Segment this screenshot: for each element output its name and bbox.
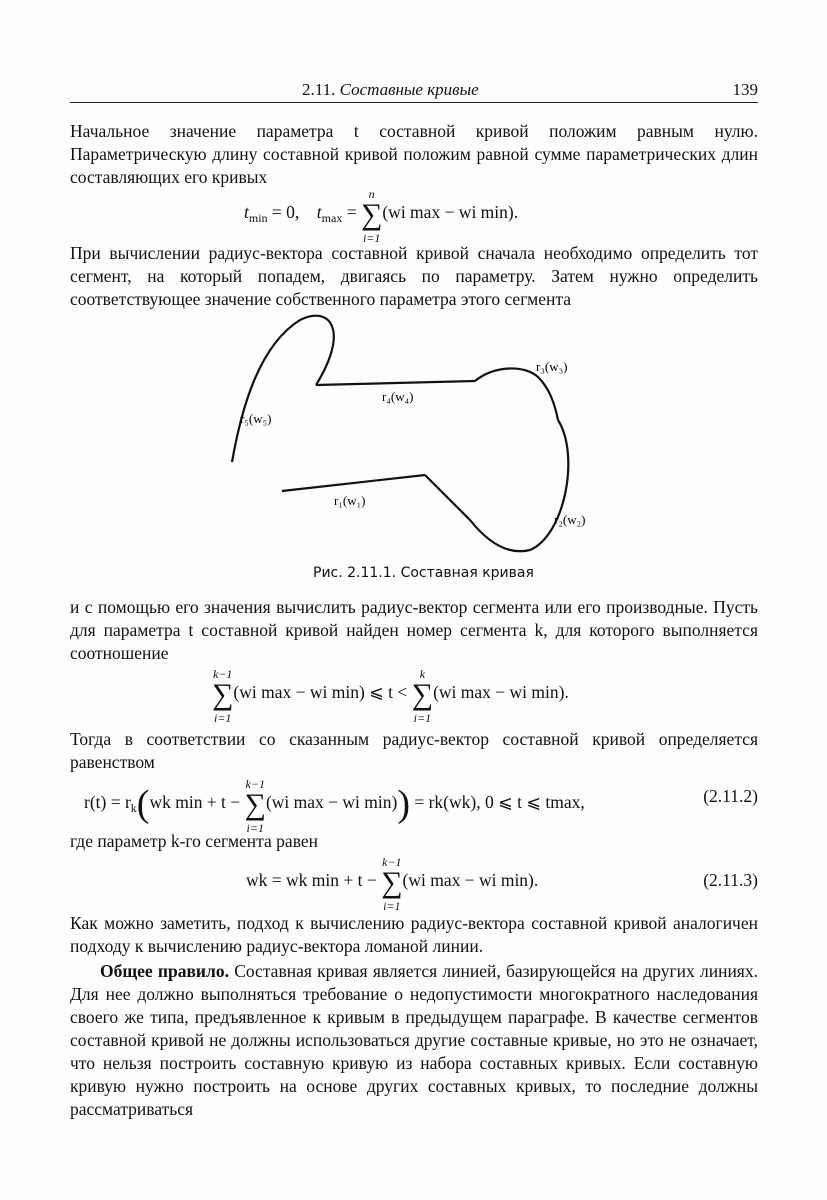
page-number: 139 <box>732 80 758 99</box>
paragraph-6: Как можно заметить, подход к вычислению радиус-вектора составной кривой аналогичен подходу к вычислению радиус-вектора ломаной линии. <box>70 913 758 956</box>
equation-number-2-11-2: (2.11.2) <box>703 786 758 806</box>
paragraph-4: Тогда в соответствии со сказанным радиус-вектор составной кривой определяется равенством <box>70 729 758 772</box>
paragraph-2: При вычислении радиус-вектора составной кривой сначала необходимо определить тот сегмент, на который попадем, двигаясь по параметру. Затем нужно определить соответствующее значение собственного параметра этого сегмента <box>70 243 758 309</box>
label-r1: r₁(w₁) <box>334 493 366 508</box>
equation-1: $t_{min} = 0$, $t_{max}$ = ∑ n i=1 (wi max − wi min). <box>244 187 519 245</box>
equation-4: wk = wk min + t − ∑ k−1 i=1 (wi max − wi min). <box>246 855 539 913</box>
paragraph-5: где параметр k-го сегмента равен <box>70 831 318 851</box>
figure-caption: Рис. 2.11.1. Составная кривая <box>313 565 534 581</box>
curve-segment-r4 <box>316 381 475 385</box>
section-heading: 2.11. Составные кривые <box>302 80 479 99</box>
label-r2: r₂(w₂) <box>554 512 586 527</box>
curve-segment-r5 <box>232 316 334 462</box>
curve-segment-r2 <box>425 420 568 551</box>
rule-text: Составная кривая является линией, базирующейся на других линиях. Для нее должно выполняться требование о недопустимости многократного наследования своего же типа, предъявленное к кривым в предыдущем параграфе. В качестве сегментов составной кривой не должны использоваться другие составные кривые, но это не означает, что нельзя построить составную кривую из набора составных кривых. Если составную кривую нужно построить на основе других составных кривых, то последние должны рассматриваться <box>70 961 758 1119</box>
equation-3: $r(t) = r_k(wk$ min + t − ∑ k−1 i=1 (wi max − wi min)) = rk(wk), 0 ⩽ t ⩽ tmax, <box>84 777 585 835</box>
equation-2: ∑ k−1 i=1 (wi max − wi min) ⩽ t < ∑ k i=1 (wi max − wi min). <box>212 667 569 725</box>
rule-title: Общее правило. <box>100 961 229 981</box>
curve-segment-r1 <box>282 475 425 491</box>
equation-number-2-11-3: (2.11.3) <box>703 870 758 890</box>
paragraph-1: Начальное значение параметра t составной кривой положим равным нулю. Параметрическую длину составной кривой положим равной сумме параметрических длин составляющих его кривых <box>70 121 758 187</box>
label-r3: r₃(w₃) <box>536 359 568 374</box>
label-r5: r₅(w₅) <box>240 411 272 426</box>
general-rule-paragraph <box>70 960 758 1121</box>
label-r4: r₄(w₄) <box>382 389 414 404</box>
paragraph-3: и с помощью его значения вычислить радиус-вектор сегмента или его производные. Пусть для параметра t составной кривой найден номер сегмента k, для которого выполняется соотношение <box>70 597 758 663</box>
running-header <box>70 78 758 103</box>
composite-curve-figure <box>220 305 620 560</box>
curve-segment-r3 <box>475 368 558 420</box>
